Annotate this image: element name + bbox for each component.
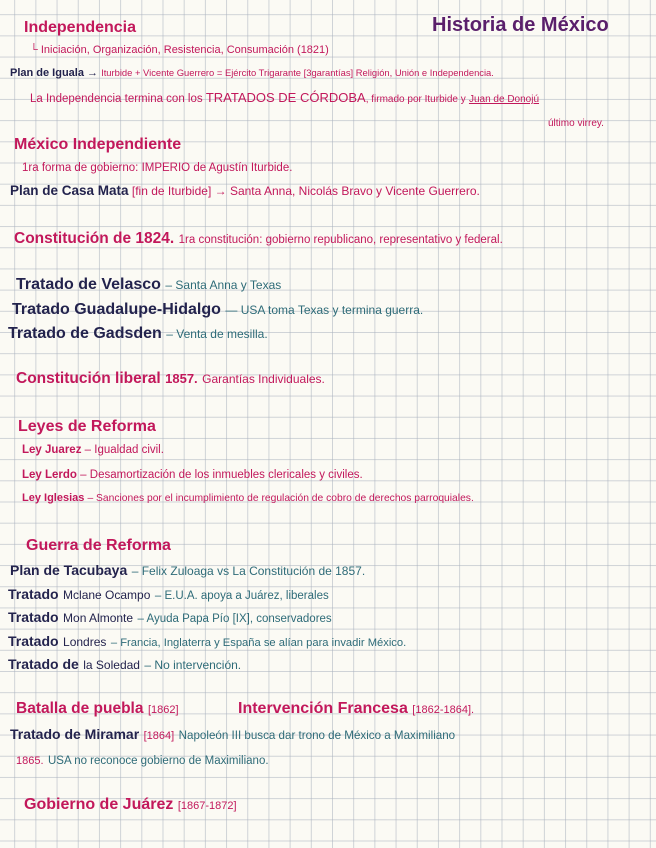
- gobierno-juarez-years: [1867-1872]: [177, 800, 237, 812]
- soledad-name: la Soledad: [83, 658, 140, 672]
- soledad-detail: – No intervención.: [144, 658, 242, 672]
- velasco-label: Tratado de Velasco: [16, 276, 161, 293]
- tacubaya-detail: – Felix Zuloaga vs La Constitución de 1857.: [131, 564, 366, 578]
- ley-lerdo-detail: – Desamortización de los inmuebles clericales y civiles.: [80, 469, 363, 481]
- gov-label: 1ra forma de gobierno:: [22, 162, 139, 174]
- cordoba-note: último virrey.: [548, 118, 604, 129]
- intervencion-line: [238, 700, 474, 718]
- ocampo-line: [8, 586, 329, 604]
- miramar-year: [1864]: [143, 730, 175, 742]
- heading-independencia: Independencia: [24, 19, 137, 36]
- heading-leyes-reforma: Leyes de Reforma: [18, 418, 156, 435]
- almonte-name: Mon Almonte: [63, 611, 134, 625]
- heading-guerra-reforma: Guerra de Reforma: [26, 537, 171, 554]
- casa-mata-detail: [fin de Iturbide] → Santa Anna, Nicolás Bravo y Vicente Guerrero.: [131, 184, 480, 198]
- constitucion-1857-heading: Constitución liberal: [16, 370, 161, 387]
- tacubaya-line: [10, 562, 365, 580]
- constitucion-1857-detail: Garantías Individuales.: [202, 372, 325, 386]
- ley-juarez-line: [22, 444, 164, 457]
- gobierno-juarez-heading: Gobierno de Juárez: [24, 796, 174, 813]
- arrow-icon: →: [87, 67, 99, 79]
- ley-iglesias-line: [22, 492, 474, 504]
- constitucion-1824-heading: Constitución de 1824.: [14, 230, 175, 247]
- plan-iguala-label: Plan de Iguala: [10, 67, 84, 79]
- ley-lerdo-label: Ley Lerdo: [22, 469, 77, 481]
- almonte-line: [8, 609, 332, 627]
- constitucion-1857-line: [16, 370, 325, 388]
- cordoba-line: [30, 91, 539, 106]
- casa-mata-label: Plan de Casa Mata: [10, 183, 129, 198]
- londres-line: [8, 633, 406, 651]
- heading-mexico-independiente: México Independiente: [14, 136, 182, 153]
- londres-label: Tratado: [8, 633, 59, 649]
- guadalupe-hidalgo-line: [12, 301, 423, 319]
- usa-detail: USA no reconoce gobierno de Maximiliano.: [47, 755, 269, 767]
- plan-iguala-line: [10, 67, 494, 79]
- ley-juarez-detail: – Igualdad civil.: [84, 444, 164, 456]
- almonte-label: Tratado: [8, 609, 59, 625]
- ocampo-name: Mclane Ocampo: [63, 588, 151, 602]
- constitucion-1857-year: 1857.: [165, 371, 198, 386]
- londres-name: Londres: [63, 635, 107, 649]
- ley-iglesias-label: Ley Iglesias: [22, 492, 85, 504]
- almonte-detail: – Ayuda Papa Pío [IX], conservadores: [137, 613, 332, 625]
- ley-iglesias-detail: – Sanciones por el incumplimiento de regulación de cobro de derechos parroquiales.: [87, 493, 474, 504]
- soledad-label: Tratado de: [8, 656, 79, 672]
- miramar-label: Tratado de Miramar: [10, 726, 140, 742]
- ley-lerdo-line: [22, 469, 363, 482]
- intervencion-heading: Intervención Francesa: [238, 700, 408, 717]
- miramar-line: [10, 726, 455, 744]
- gov-line: [22, 162, 292, 175]
- soledad-line: [8, 656, 241, 674]
- batalla-year: [1862]: [147, 704, 179, 716]
- ley-juarez-label: Ley Juarez: [22, 444, 82, 456]
- cordoba-person: Juan de Donojú: [468, 94, 540, 105]
- batalla-heading: Batalla de puebla: [16, 700, 144, 717]
- cordoba-name: TRATADOS DE CÓRDOBA: [205, 90, 366, 105]
- intervencion-years: [1862-1864].: [412, 704, 475, 716]
- usa-line: [16, 751, 269, 769]
- gobierno-juarez-line: [24, 796, 237, 814]
- guadalupe-hidalgo-label: Tratado Guadalupe-Hidalgo: [12, 301, 221, 318]
- ocampo-label: Tratado: [8, 586, 59, 602]
- guadalupe-hidalgo-detail: — USA toma Texas y termina guerra.: [225, 303, 424, 317]
- year-1865: 1865.: [16, 755, 44, 767]
- gadsden-detail: – Venta de mesilla.: [166, 327, 268, 341]
- page-title: Historia de México: [432, 14, 609, 36]
- gadsden-line: [8, 325, 268, 343]
- plan-iguala-detail: Iturbide + Vicente Guerrero = Ejército Trigarante [3garantías] Religión, Unión e Independencia.: [101, 67, 494, 78]
- gadsden-label: Tratado de Gadsden: [8, 325, 162, 342]
- ocampo-detail: – E.U.A. apoya a Juárez, liberales: [154, 590, 329, 602]
- constitucion-1824-line: [14, 230, 503, 248]
- velasco-detail: – Santa Anna y Texas: [165, 278, 282, 292]
- constitucion-1824-detail: 1ra constitución: gobierno republicano, representativo y federal.: [178, 234, 503, 246]
- tacubaya-label: Plan de Tacubaya: [10, 562, 128, 578]
- independencia-stages: └ Iniciación, Organización, Resistencia, Consumación (1821): [30, 44, 329, 56]
- cordoba-pre: La Independencia termina con los: [30, 93, 203, 105]
- gov-value: IMPERIO de Agustín Iturbide.: [141, 162, 293, 174]
- batalla-line: [16, 700, 179, 718]
- velasco-line: [16, 276, 281, 294]
- londres-detail: – Francia, Inglaterra y España se alían para invadir México.: [110, 637, 407, 649]
- miramar-detail: Napoleón III busca dar trono de México a Maximiliano: [178, 729, 456, 742]
- cordoba-mid: , firmado por Iturbide y: [365, 94, 466, 105]
- casa-mata-line: [10, 184, 480, 199]
